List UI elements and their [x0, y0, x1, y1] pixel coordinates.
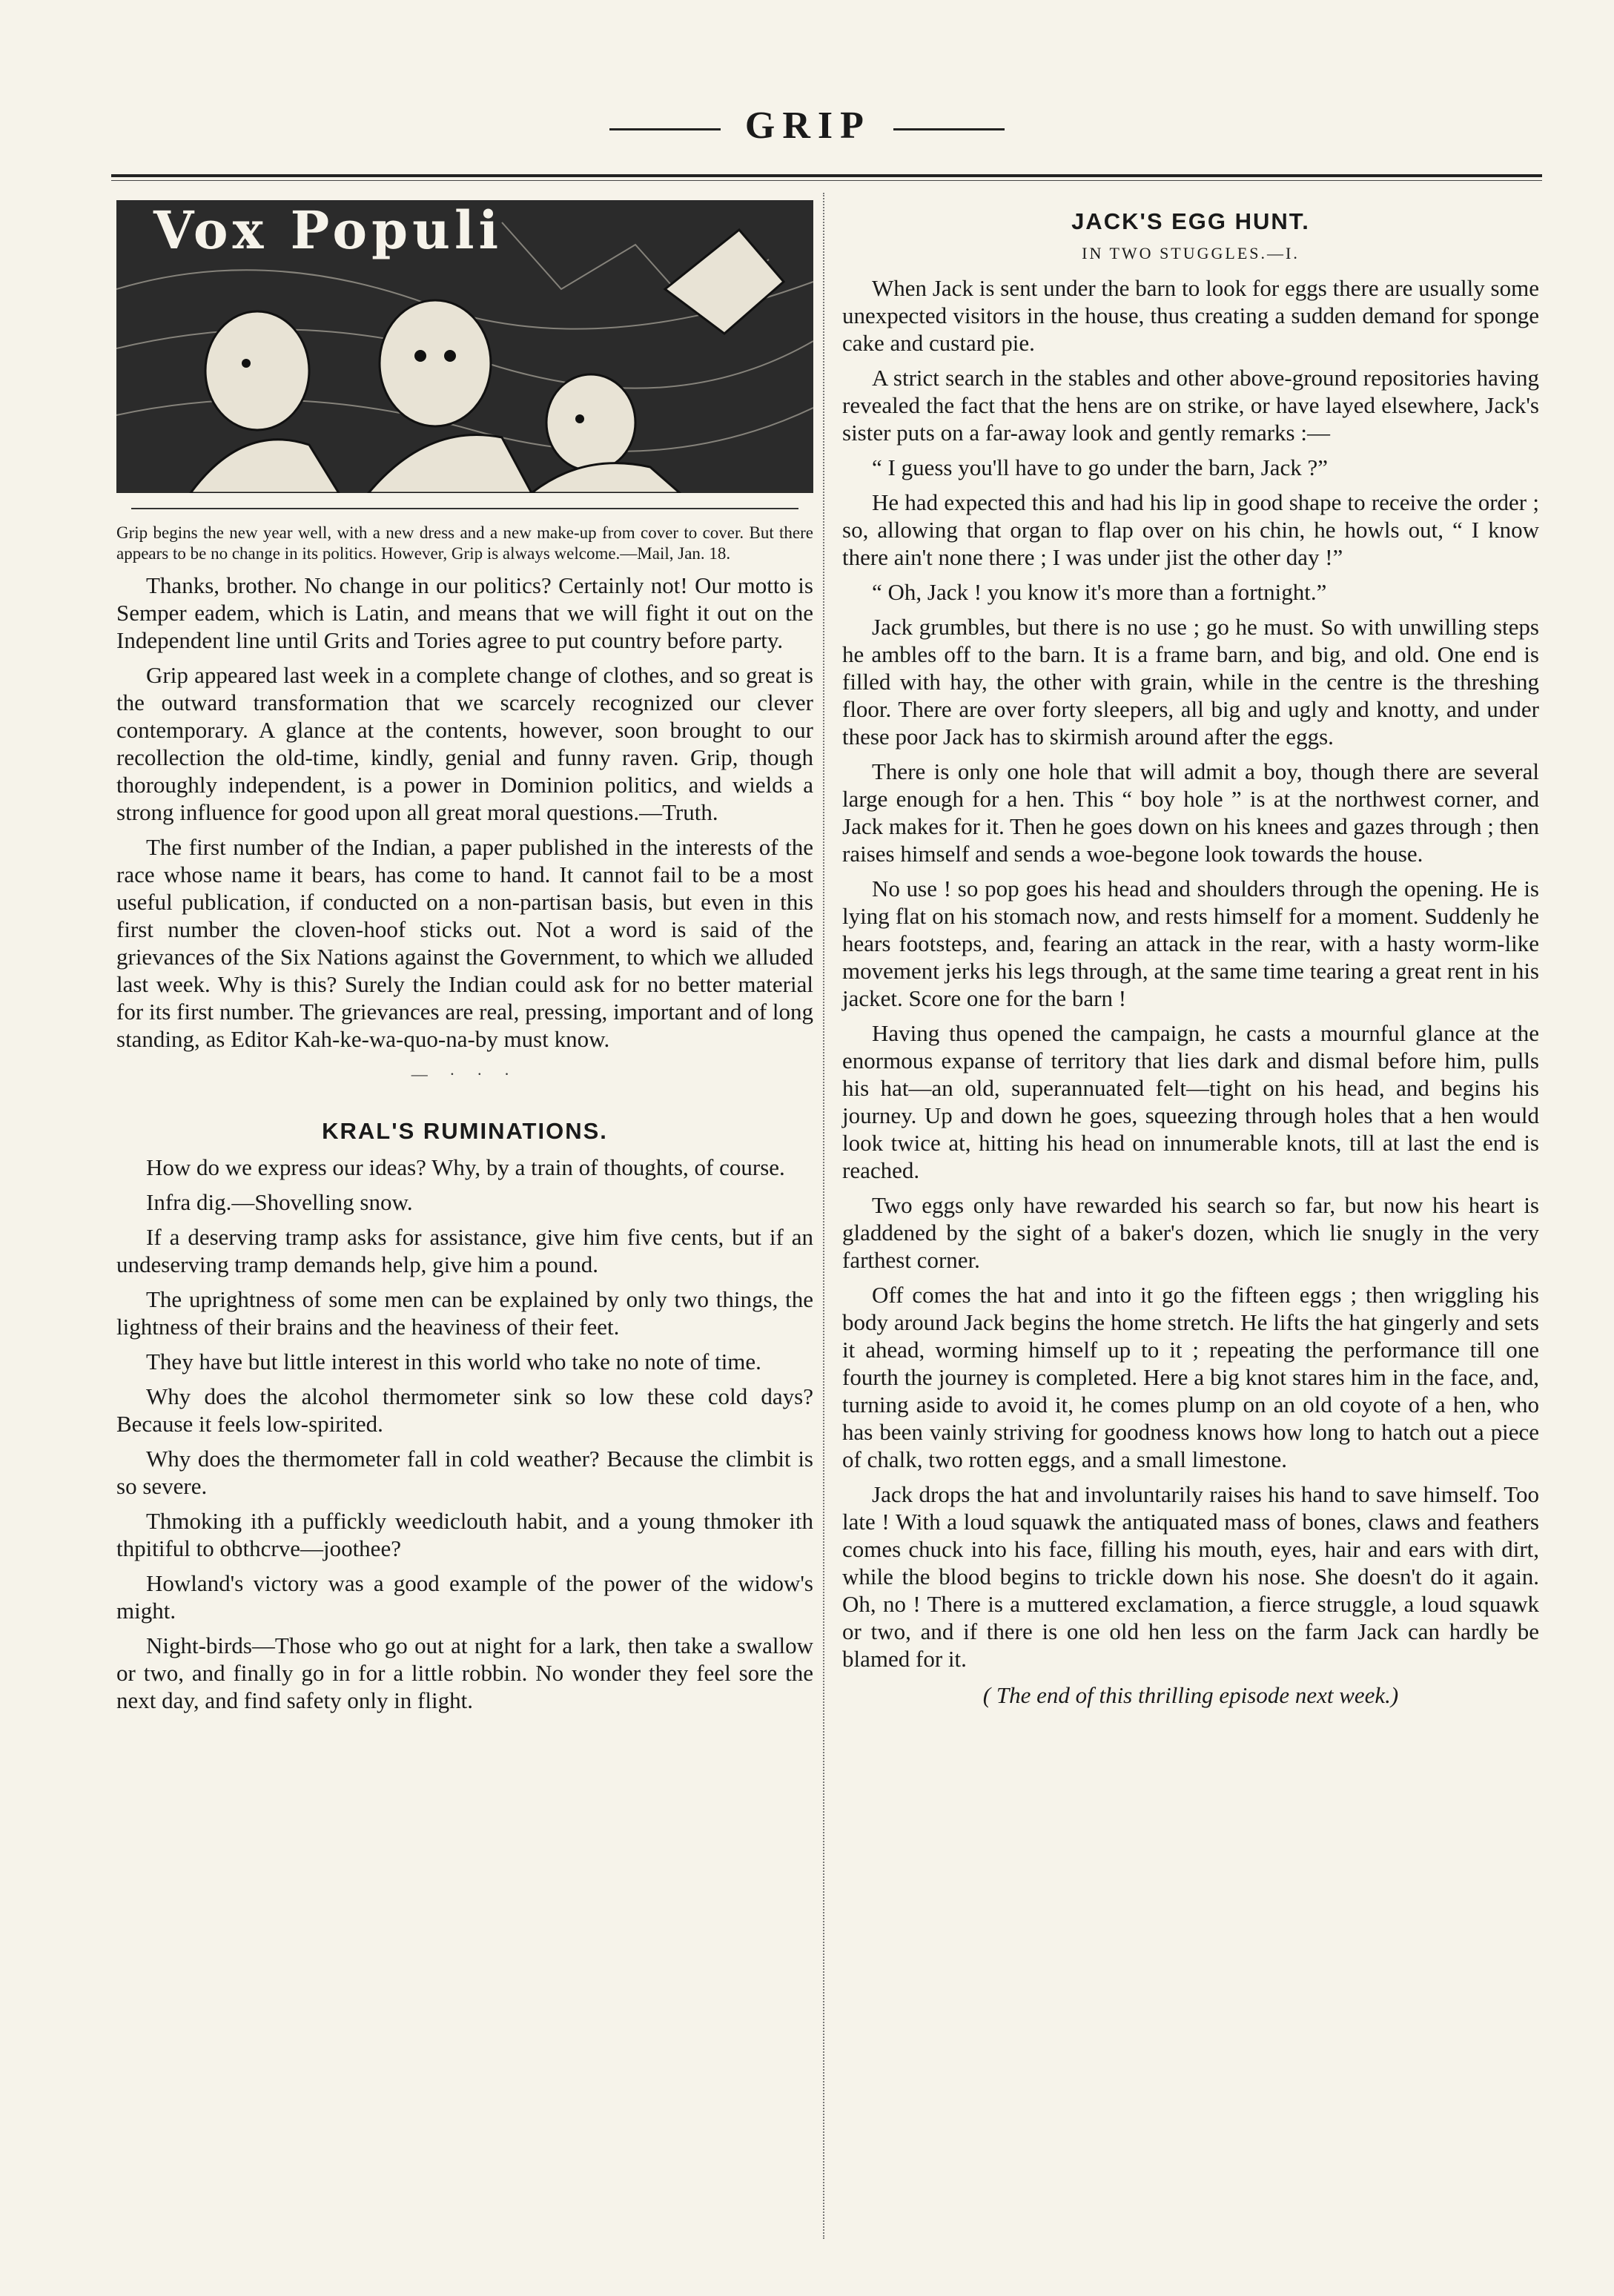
story-paragraph: Jack grumbles, but there is no use ; go he must. So with unwilling steps he ambles off to the barn. It is a frame barn, and big, and old. One end is filled with hay, the other with grain, while in the centre is the threshing floor. There are over forty sleepers, all big and ugly and knotty, and under these poor Jack has to skirmish around after the eggs.	[842, 614, 1539, 750]
rumination-item: Why does the alcohol thermometer sink so low these cold days? Because it feels low-spirited.	[116, 1383, 813, 1437]
rumination-item: They have but little interest in this world who take no note of time.	[146, 1349, 761, 1374]
kral-ruminations-title: KRAL'S RUMINATIONS.	[322, 1118, 608, 1144]
story-paragraph: There is only one hole that will admit a boy, though there are several large enough for a hen. This “ boy hole ” is at the northwest corner, and Jack makes for it. Then he goes down on his knees and gazes through ; then raises himself and sends a woe-begone look towards the house.	[842, 758, 1539, 867]
story-paragraph: “ Oh, Jack ! you know it's more than a fortnight.”	[872, 579, 1327, 605]
rumination-item: Thmoking ith a puffickly weediclouth habit, and a young thmoker ith thpitiful to obthcrve—joothee?	[116, 1508, 813, 1561]
story-paragraph: Off comes the hat and into it go the fifteen eggs ; then wriggling his body around Jack begins the home stretch. He lifts the hat gingerly and sets it ahead, worming himself up to it ; repeating the performance till one fourth the journey is completed. Here a big knot stares him in the face, and, turning aside to avoid it, he comes plump on an old coyote of a hen, who has been vainly striving for goodness knows how long to hatch out a piece of chalk, two rotten eggs, and a small limestone.	[842, 1282, 1539, 1472]
rumination-item: How do we express our ideas? Why, by a train of thoughts, of course.	[146, 1154, 785, 1180]
reply-paragraph: Thanks, brother. No change in our politics? Certainly not! Our motto is Semper eadem, which is Latin, and means that we will fight it out on the Independent line until Grits and Tories agree to put country before party.	[116, 572, 813, 653]
masthead	[0, 104, 1614, 148]
continued-note: ( The end of this thrilling episode next week.)	[982, 1682, 1399, 1708]
story-paragraph: Jack drops the hat and involuntarily raises his hand to save himself. Too late ! With a loud squawk the antiquated mass of bones, claws and feathers comes chuck into his face, filling his mouth, eyes, hair and ears with dirt, while the blood begins to trickle down his nose. She doesn't do it again. Oh, no ! There is a muttered exclamation, a fierce struggle, a loud squawk or two, and if there is one old hen less on the farm Jack can hardly be blamed for it.	[842, 1481, 1539, 1672]
rumination-item: Night-birds—Those who go out at night for a lark, then take a swallow or two, and finally go in for a little robbin. No wonder they feel sore the next day, and find safety only in flight.	[116, 1632, 813, 1713]
rumination-item: The uprightness of some men can be explained by only two things, the lightness of their brains and the heaviness of their feet.	[116, 1286, 813, 1340]
masthead-title: GRIP	[744, 105, 870, 147]
story-paragraph: Having thus opened the campaign, he casts a mournful glance at the enormous expanse of territory that lies dark and dismal before him, pulls his hat—an old, superannuated felt—tight on his head, and begins his journey. Up and down he goes, squeezing through holes that a hen would look twice at, hitting his head on innumerable knots, till at last the end is reached.	[842, 1020, 1539, 1183]
rumination-item: Howland's victory was a good example of the power of the widow's might.	[116, 1570, 813, 1624]
masthead-rule-right	[893, 128, 1005, 130]
separator-rule	[131, 508, 798, 509]
column-divider	[823, 193, 824, 2239]
rumination-item: Infra dig.—Shovelling snow.	[146, 1189, 413, 1215]
masthead-rule-left	[609, 128, 721, 130]
rumination-item: Why does the thermometer fall in cold weather? Because the climbit is so severe.	[116, 1446, 813, 1499]
mail-clipping: Grip begins the new year well, with a new dress and a new make-up from cover to cover. But there appears to be no change in its politics. However, Grip is always welcome.—Mail, Jan. 18.	[116, 523, 813, 563]
section-separator: — · · ·	[411, 1065, 519, 1083]
cartoon-title: Vox Populi	[153, 200, 503, 261]
story-paragraph: No use ! so pop goes his head and shoulders through the opening. He is lying flat on his stomach now, and rests himself for a moment. Suddenly he hears footsteps, and, fearing an attack in the rear, with a hasty worm-like movement jerks his legs through, at the same time tearing a great rent in his jacket. Score one for the barn !	[842, 876, 1539, 1011]
article-subtitle: IN TWO STUGGLES.—I.	[1082, 244, 1300, 262]
header-rule-thin	[111, 180, 1542, 181]
right-column	[842, 200, 1539, 1709]
truth-clipping: Grip appeared last week in a complete change of clothes, and so great is the outward transformation that we scarcely recognized our clever contemporary. A glance at the contents, however, soon brought to our recollection the old-time, kindly, genial and funny raven. Grip, though thoroughly independent, is a power in Dominion politics, and wields a strong influence for good upon all great moral questions.—Truth.	[116, 662, 813, 825]
story-paragraph: A strict search in the stables and other above-ground repositories having revealed the fact that the hens are on strike, or have layed elsewhere, Jack's sister puts on a far-away look and gently remarks :—	[842, 365, 1539, 446]
left-column	[116, 200, 813, 1721]
rumination-item: If a deserving tramp asks for assistance, give him five cents, but if an undeserving tramp demands help, give him a pound.	[116, 1224, 813, 1277]
story-paragraph: Two eggs only have rewarded his search so far, but now his heart is gladdened by the sight of a baker's dozen, which lie snugly in the very farthest corner.	[842, 1192, 1539, 1273]
vox-populi-cartoon	[116, 200, 813, 493]
story-paragraph: “ I guess you'll have to go under the barn, Jack ?”	[872, 454, 1329, 480]
story-paragraph: He had expected this and had his lip in good shape to receive the order ; so, allowing that organ to flap over on his chin, he howls out, “ I know there ain't none there ; I was under jist the other day !”	[842, 489, 1539, 570]
indian-paragraph: The first number of the Indian, a paper published in the interests of the race whose name it bears, has come to hand. It cannot fail to be a most useful publication, if conducted on a non-partisan basis, but even in this first number the cloven-hoof sticks out. Not a word is said of the grievances of the Six Nations against the Government, to which we alluded last week. Why is this? Surely the Indian could ask for no better material for its first number. The grievances are real, pressing, important and of long standing, as Editor Kah-ke-wa-quo-na-by must know.	[116, 834, 813, 1052]
jacks-egg-hunt-title: JACK'S EGG HUNT.	[1071, 208, 1310, 234]
story-paragraph: When Jack is sent under the barn to look for eggs there are usually some unexpected visitors in the house, thus creating a sudden demand for sponge cake and custard pie.	[842, 275, 1539, 356]
header-rule	[111, 174, 1542, 177]
